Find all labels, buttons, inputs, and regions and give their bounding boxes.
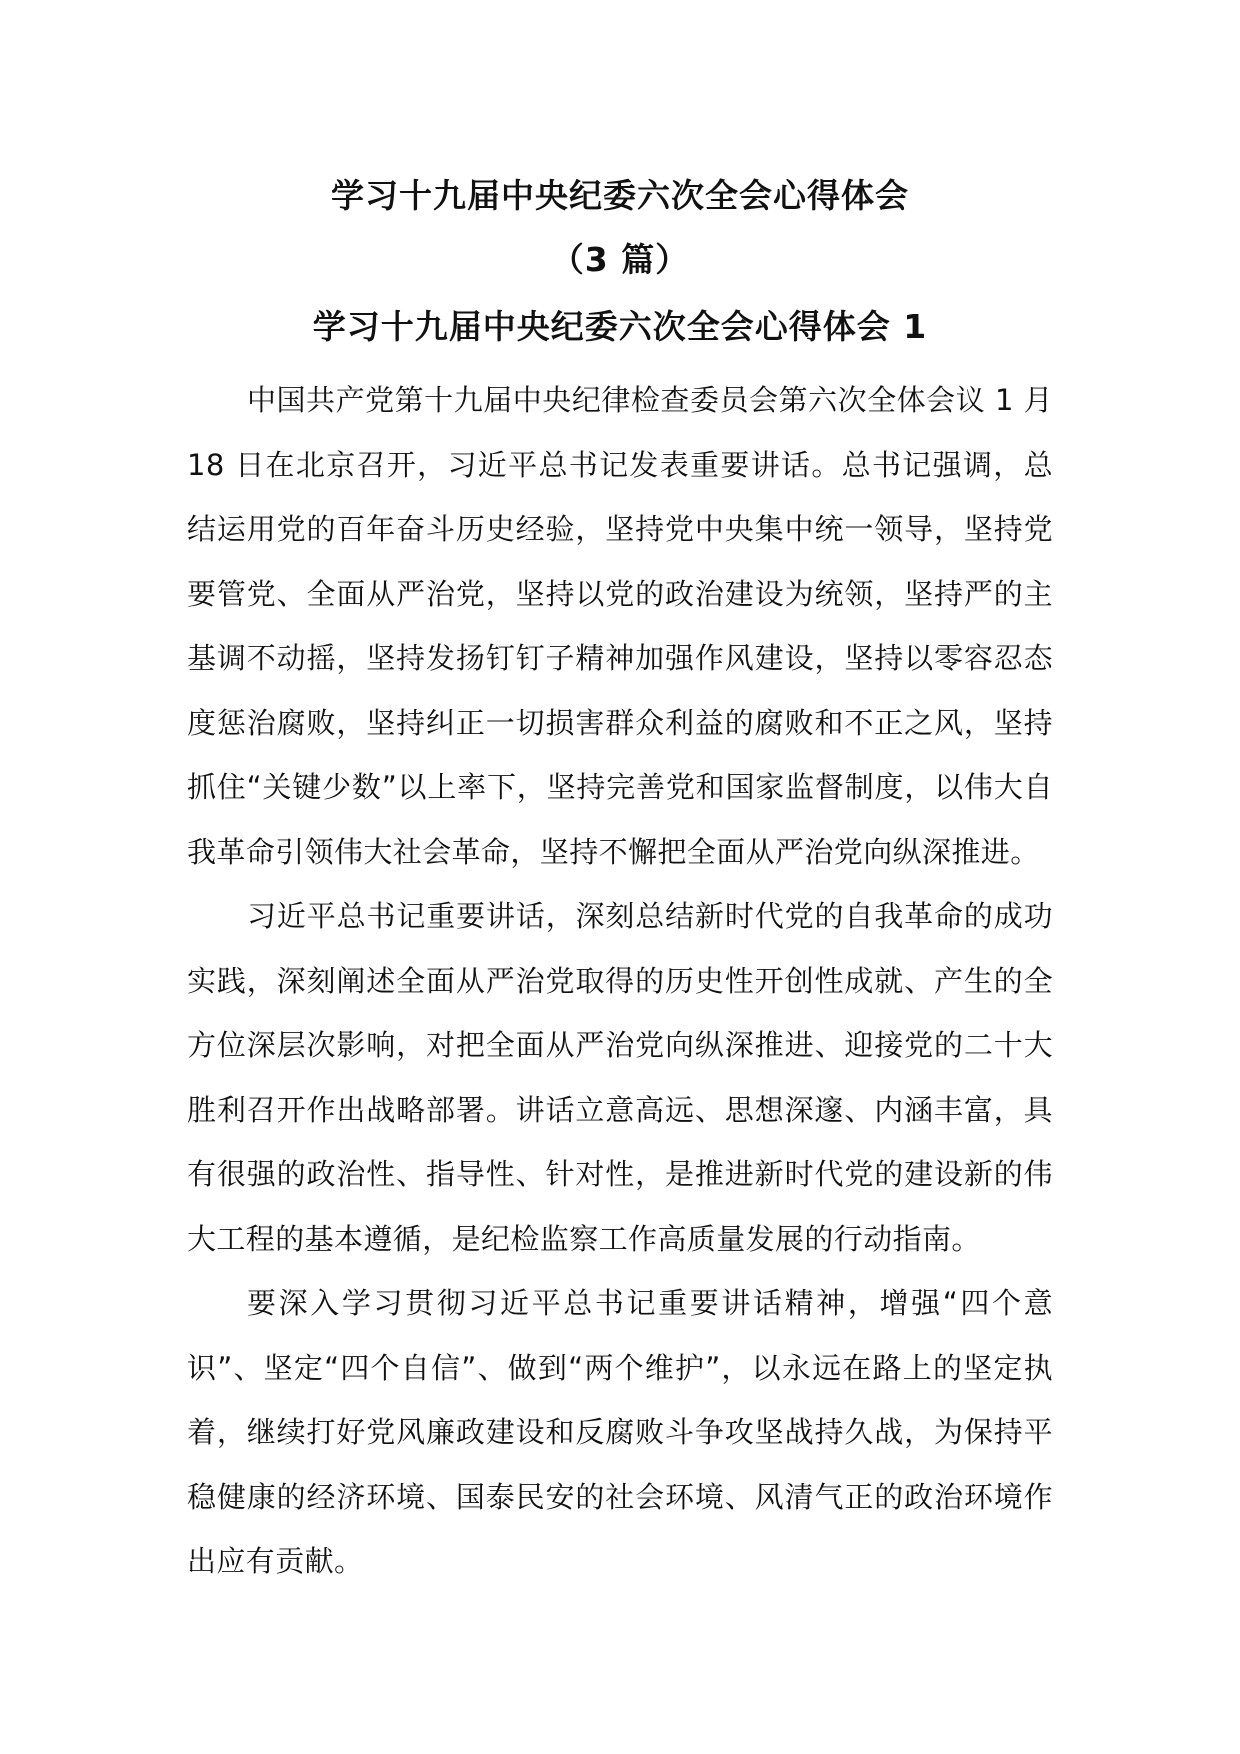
document-title: 学习十九届中央纪委六次全会心得体会 — [331, 176, 909, 215]
document-count: （3 篇） — [550, 240, 690, 279]
document-body — [187, 368, 1053, 1594]
paragraph-3: 要深入学习贯彻习近平总书记重要讲话精神，增强“四个意识”、坚定“四个自信”、做到“两个维护”，以永远在路上的坚定执着，继续打好党风廉政建设和反腐败斗争攻坚战持久战，为保持平稳健康的经济环境、国泰民安的社会环境、风清气正的政治环境作出应有贡献。 — [187, 1286, 1053, 1578]
paragraph-1: 中国共产党第十九届中央纪律检查委员会第六次全体会议 1 月 18 日在北京召开，习近平总书记发表重要讲话。总书记强调，总结运用党的百年奋斗历史经验，坚持党中央集中统一领导，坚持党要管党、全面从严治党，坚持以党的政治建设为统领，坚持严的主基调不动摇，坚持发扬钉钉子精神加强作风建设，坚持以零容忍态度惩治腐败，坚持纠正一切损害群众利益的腐败和不正之风，坚持抓住“关键少数”以上率下，坚持完善党和国家监督制度，以伟大自我革命引领伟大社会革命，坚持不懈把全面从严治党向纵深推进。 — [187, 383, 1053, 869]
section-title: 学习十九届中央纪委六次全会心得体会 1 — [312, 307, 928, 346]
paragraph-2: 习近平总书记重要讲话，深刻总结新时代党的自我革命的成功实践，深刻阐述全面从严治党取得的历史性开创性成就、产生的全方位深层次影响，对把全面从严治党向纵深推进、迎接党的二十大胜利召开作出战略部署。讲话立意高远、思想深邃、内涵丰富，具有很强的政治性、指导性、针对性，是推进新时代党的建设新的伟大工程的基本遵循，是纪检监察工作高质量发展的行动指南。 — [187, 899, 1053, 1256]
